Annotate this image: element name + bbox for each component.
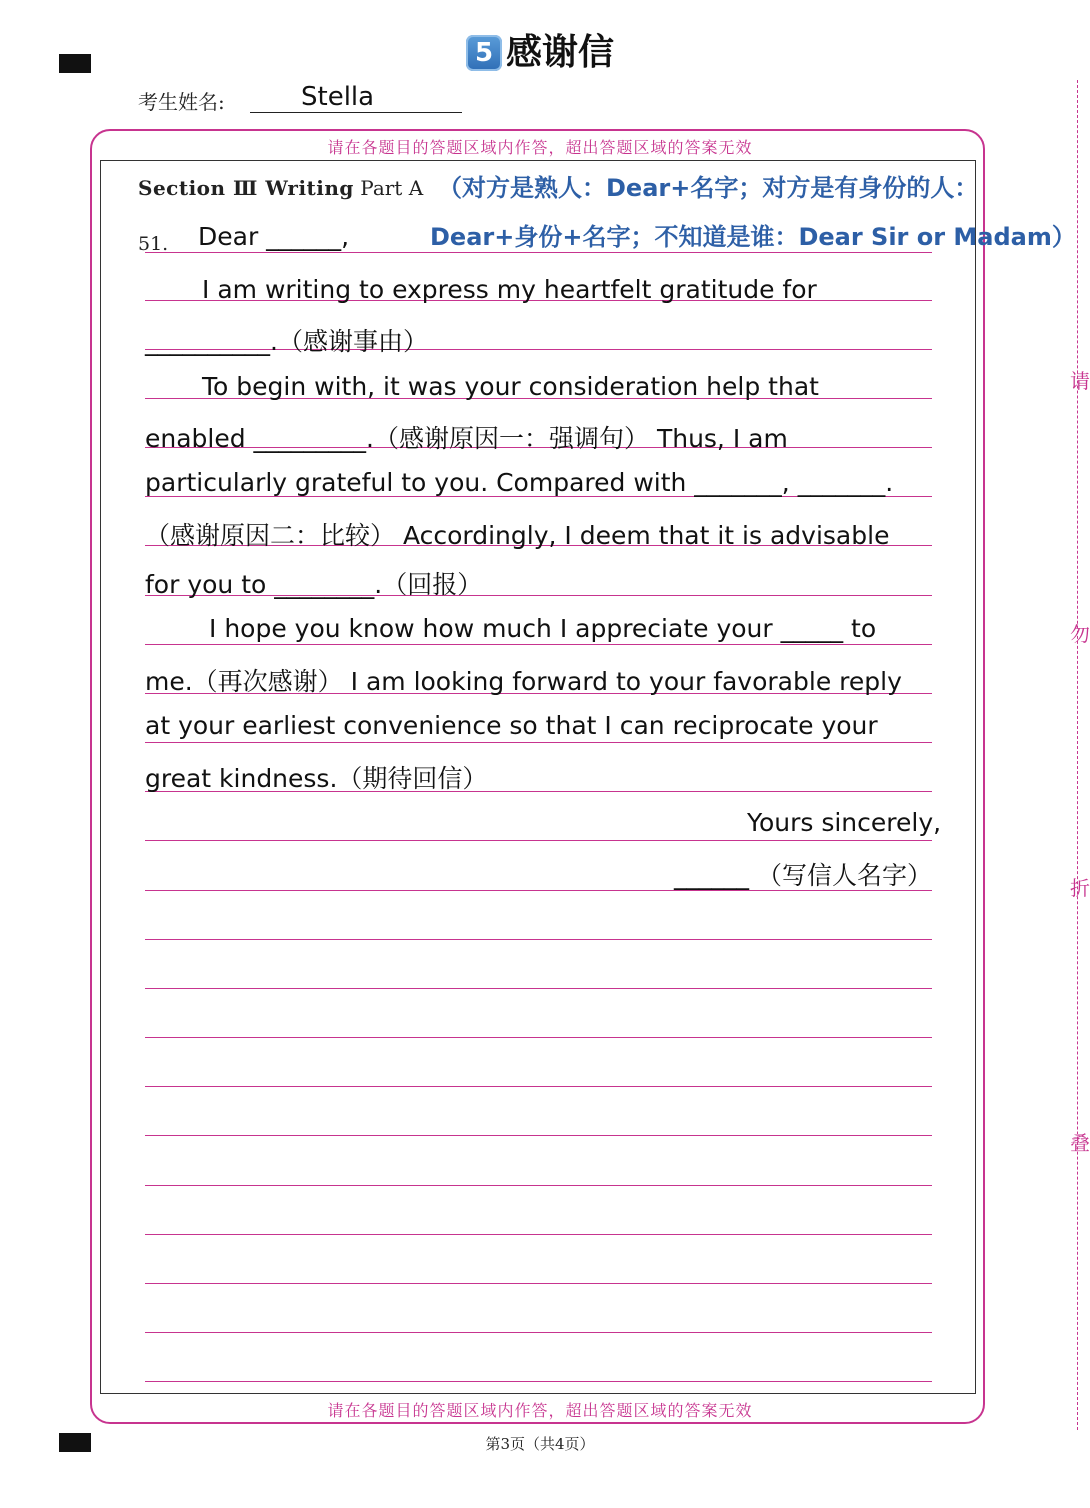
ruled-line [145, 1283, 932, 1284]
side-char: 叠 [1070, 1131, 1090, 1155]
ruled-line [145, 939, 932, 940]
section-heading-bold: Section Ⅲ Writing [138, 176, 354, 200]
page-number: 第3页（共4页） [485, 1435, 595, 1453]
warning-bottom: 请在各题目的答题区域内作答，超出答题区域的答案无效 [327, 1401, 753, 1420]
section-heading [138, 176, 423, 200]
name-underline [250, 112, 462, 113]
ruled-line [145, 1135, 932, 1136]
ruled-line [145, 742, 932, 743]
annotation-line-2: Dear+身份+名字；不知道是谁：Dear Sir or Madam） [430, 223, 1076, 251]
side-char: 请 [1070, 369, 1090, 393]
letter-line-8: I hope you know how much I appreciate your _____ to [209, 614, 877, 643]
ruled-line [145, 1185, 932, 1186]
letter-line-4: enabled _________.（感谢原因一：强调句） Thus, I am [145, 424, 788, 453]
ruled-line [145, 1086, 932, 1087]
signature: ______ （写信人名字） [674, 861, 932, 890]
name-label: 考生姓名: [138, 90, 225, 114]
side-char: 折 [1070, 876, 1090, 900]
ruled-line [145, 1381, 932, 1382]
name-field[interactable]: Stella [301, 82, 375, 112]
ruled-line [145, 988, 932, 989]
letter-line-3: To begin with, it was your consideration help that [202, 372, 819, 401]
letter-line-9: me.（再次感谢） I am looking forward to your favorable reply [145, 667, 902, 696]
letter-line-7: for you to ________.（回报） [145, 570, 483, 599]
ruled-line [145, 1332, 932, 1333]
ruled-line [145, 644, 932, 645]
letter-line-11: great kindness.（期待回信） [145, 764, 488, 793]
side-char: 勿 [1070, 622, 1090, 646]
letter-line-6: （感谢原因二：比较） Accordingly, I deem that it is advisable [145, 521, 890, 550]
section-heading-part: Part A [360, 176, 424, 200]
letter-line-1: I am writing to express my heartfelt gratitude for [202, 275, 817, 304]
letter-line-10: at your earliest convenience so that I can reciprocate your [145, 711, 878, 740]
letter-line-5: particularly grateful to you. Compared with _______, _______. [145, 468, 894, 497]
salutation: Dear ______, [198, 222, 350, 251]
annotation-line-1: （对方是熟人：Dear+名字；对方是有身份的人： [438, 174, 979, 202]
warning-top: 请在各题目的答题区域内作答，超出答题区域的答案无效 [327, 138, 753, 157]
ruled-line [145, 252, 932, 253]
letter-line-2: __________.（感谢事由） [145, 327, 428, 356]
ruled-line [145, 840, 932, 841]
number-badge: 5 [466, 35, 502, 71]
closing: Yours sincerely, [747, 808, 942, 837]
ruled-line [145, 1037, 932, 1038]
binding-edge [1077, 80, 1078, 1430]
title-text: 感谢信 [505, 32, 614, 73]
page-title [0, 24, 1080, 75]
ruled-line [145, 1234, 932, 1235]
question-number: 51. [138, 233, 169, 255]
